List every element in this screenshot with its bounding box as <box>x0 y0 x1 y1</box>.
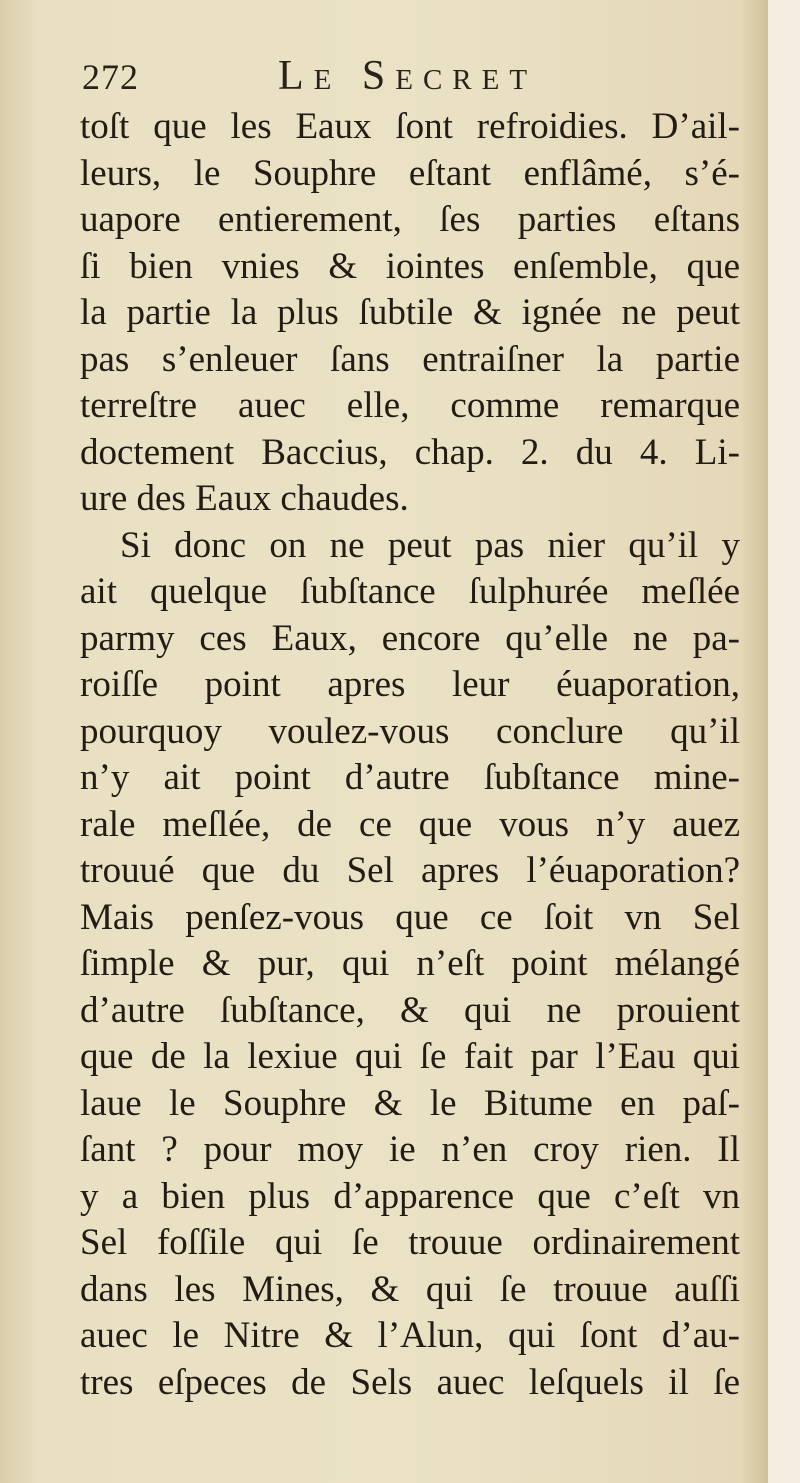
text-line: y a bien plus d’apparence que c’eſt vn <box>80 1175 740 1217</box>
text-line: ait quelque ſubſtance ſulphurée meſlée <box>80 571 740 612</box>
body-text <box>80 104 740 1406</box>
text-line: Sel foſſile qui ſe trouue ordinairement <box>80 1222 740 1263</box>
text-line: pourquoy voulez-vous conclure qu’il <box>80 710 740 752</box>
text-line: terreſtre auec elle, comme remarque <box>80 385 740 426</box>
text-line: n’y ait point d’autre ſubſtance mine- <box>80 757 740 798</box>
text-line: ure des Eaux chaudes. <box>80 478 409 519</box>
text-line: ſant ? pour moy ie n’en croy rien. Il <box>80 1129 740 1170</box>
text-line: laue le Souphre & le Bitume en paſ- <box>80 1082 740 1124</box>
text-line: rale meſlée, de ce que vous n’y auez <box>80 803 740 845</box>
text-line: doctement Baccius, chap. 2. du 4. Li- <box>80 431 740 473</box>
text-line: tres eſpeces de Sels auec leſquels il ſe <box>80 1361 740 1403</box>
text-line: pas s’enleuer ſans entraiſner la partie <box>80 338 740 380</box>
text-line: Si donc on ne peut pas nier qu’il y <box>120 524 740 566</box>
text-line: uapore entierement, ſes parties eſtans <box>80 199 740 240</box>
text-line: toſt que les Eaux ſont refroidies. D’ail- <box>80 106 740 147</box>
text-line: leurs, le Souphre eſtant enflâmé, s’é- <box>80 152 740 194</box>
running-title: Le Secret <box>278 53 538 99</box>
text-line: ſimple & pur, qui n’eſt point mélangé <box>80 943 740 984</box>
page-number: 272 <box>82 57 139 97</box>
text-line: parmy ces Eaux, encore qu’elle ne pa- <box>80 617 740 659</box>
text-line: trouué que du Sel apres l’éuaporation? <box>80 850 740 891</box>
text-line: la partie la plus ſubtile & ignée ne peut <box>80 292 740 333</box>
text-line: roiſſe point apres leur éuaporation, <box>80 664 740 705</box>
text-line: Mais penſez-vous que ce ſoit vn Sel <box>80 896 740 938</box>
text-line: ſi bien vnies & iointes enſemble, que <box>80 245 740 287</box>
page-edge <box>768 0 800 1483</box>
page-header <box>82 52 742 102</box>
text-line: dans les Mines, & qui ſe trouue auſſi <box>80 1268 740 1310</box>
text-line: que de la lexiue qui ſe fait par l’Eau qui <box>80 1036 740 1077</box>
text-line: auec le Nitre & l’Alun, qui ſont d’au- <box>80 1315 740 1356</box>
text-line: d’autre ſubſtance, & qui ne prouient <box>80 989 740 1031</box>
